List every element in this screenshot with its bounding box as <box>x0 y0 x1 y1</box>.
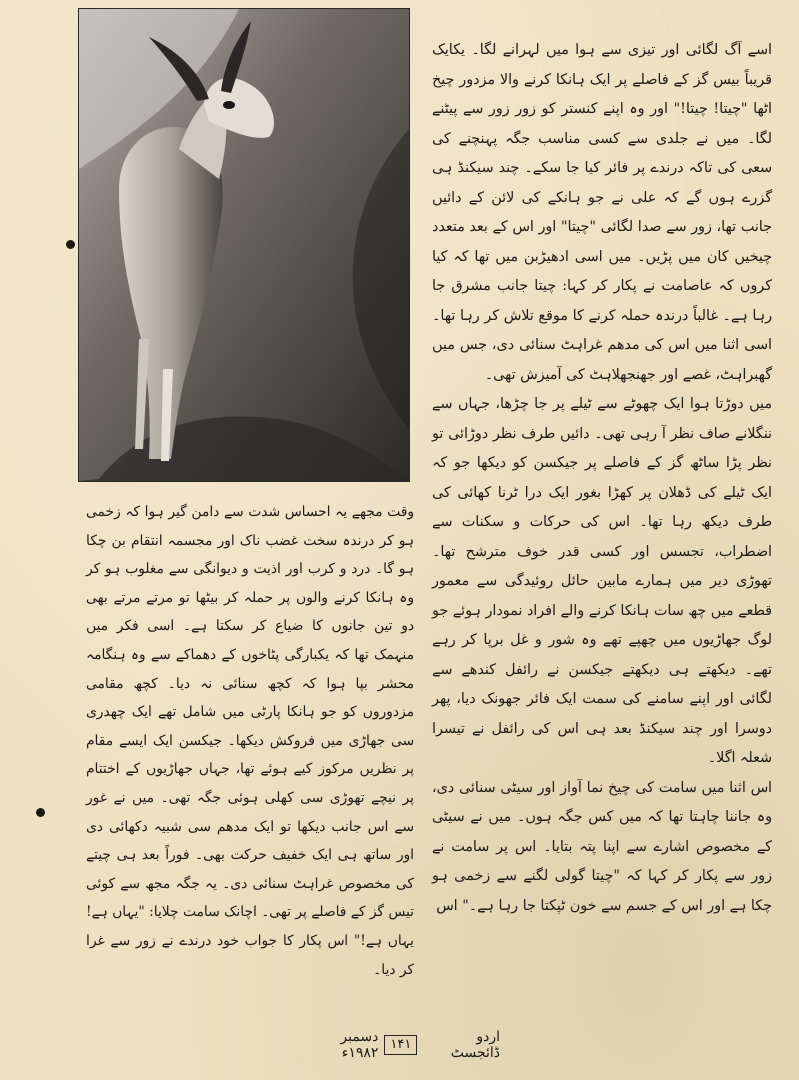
paragraph: میں دوڑتا ہوا ایک چھوٹے سے ٹیلے پر جا چڑھا، جہاں سے ننگلانے صاف نظر آ رہی تھی۔ دائیں طرف نظر دوڑائی تو نظر پڑا ساٹھ گز کے فاصلے پر جیکسن کو دیکھا جو کہ ایک ٹیلے کی ڈھلان پر کھڑا بغور ایک درا ٹرنا کھائی کی طرف دیکھ رہا تھا۔ اس کی حرکات و سکنات سے اضطراب، تجسس اور کسی قدر خوف مترشح تھا۔ تھوڑی دیر میں ہمارے مابین حائل روئیدگی سے معمور قطعے میں چھ سات ہانکا کرنے والے افراد نمودار ہوئے جو لوگ جھاڑیوں میں چھپے تھے وہ شور و غل برپا کر رہے تھے۔ دیکھتے ہی دیکھتے جیکسن نے رائفل کندھے سے لگائی اور اپنے سامنے کی سمت ایک فائر جھونک دیا، پھر دوسرا اور چند سیکنڈ بعد ہی اس کی رائفل نے تیسرا شعلہ اگلا۔ <box>432 396 772 766</box>
article-column-right <box>432 36 772 921</box>
page-footer <box>300 1029 500 1061</box>
article-column-left <box>86 498 414 984</box>
paragraph: وقت مجھے یہ احساس شدت سے دامن گیر ہوا کہ زخمی ہو کر درندہ سخت غضب ناک اور مجسمہ انتقام بن چکا ہو گا۔ درد و کرب اور اذیت و دیوانگی سے مغلوب ہو کر وہ ہانکا کرنے والوں پر حملہ کر بیٹھا تو مرتے مرتے بھی دو تین جانوں کا ضیاع کر سکتا ہے۔ اسی فکر میں منہمک تھا کہ یکبارگی پٹاخوں کے دھماکے سے وہ ہنگامہ محشر بپا ہوا کہ کچھ سنائی نہ دیا۔ کچھ مقامی مزدوروں کو جو ہانکا پارٹی میں شامل تھے ایک چھدری سی جھاڑی میں فروکش دیکھا۔ جیکسن ایک ایسے مقام پر نظریں مرکوز کیے ہوئے تھا، جہاں جھاڑیوں کے اختتام پر نیچے تھوڑی سی کھلی ہوئی جگہ تھی۔ میں نے غور سے اس جانب دیکھا تو ایک مدھم سی شبیہ دکھائی دی اور ساتھ ہی ایک خفیف حرکت بھی۔ فوراً بعد ہی چیتے کی مخصوص غراہٹ سنائی دی۔ یہ جگہ مجھ سے کوئی تیس گز کے فاصلے پر تھی۔ اچانک سامت چلایا: "یہاں ہے! یہاں ہے!" اس پکار کا جواب خود درندے نے زور سے غرا کر دیا۔ <box>86 504 414 978</box>
punch-hole-bottom <box>36 808 45 817</box>
deer-photo <box>78 8 410 482</box>
paragraph: اس اثنا میں سامت کی چیخ نما آواز اور سیٹی سنائی دی، وہ جاننا چاہتا تھا کہ میں کس جگہ ہوں۔ میں نے سیٹی کے مخصوص اشارے سے اپنا پتہ بتایا۔ اس پر سامت نے زور سے پکار کر کہا کہ "چیتا گولی لگنے سے زخمی ہو چکا ہے اور اس کے جسم سے خون ٹپکتا جا رہا ہے۔" اس <box>432 779 772 914</box>
deer-illustration <box>79 9 409 481</box>
issue-date: دسمبر ۱۹۸۲ء <box>340 1029 379 1061</box>
magazine-name: اردو ڈائجسٹ <box>450 1029 500 1061</box>
page-number: ۱۴۱ <box>384 1035 417 1055</box>
punch-hole-top <box>66 240 75 249</box>
paragraph: اسے آگ لگائی اور تیزی سے ہوا میں لہرانے لگا۔ یکایک قریباً بیس گز کے فاصلے پر ایک ہانکا کرنے والا مزدور چیخ اٹھا "چیتا! چیتا!" اور وہ اپنے کنستر کو زور زور سے پیٹنے لگا۔ میں نے جلدی سے کسی مناسب جگہ پہنچنے کی سعی کی تاکہ درندے پر فائر کیا جا سکے۔ چند سیکنڈ ہی گزرے ہوں گے کہ علی نے جو ہانکے کی لائن کے دائیں جانب تھا، زور سے صدا لگائی "چیتا" اور اس کے بعد متعدد چیخیں کان میں پڑیں۔ میں اسی ادھیڑبن میں تھا کہ کیا کروں کہ عاصامت نے پکار کر کہا: چیتا جانب مشرق جا رہا ہے۔ غالباً درندہ حملہ کرنے کا موقع تلاش کر رہا تھا۔ اسی اثنا میں اس کی مدھم غراہٹ سنائی دی، جس میں گھبراہٹ، غصے اور جھنجھلاہٹ کی آمیزش تھی۔ <box>432 42 772 383</box>
